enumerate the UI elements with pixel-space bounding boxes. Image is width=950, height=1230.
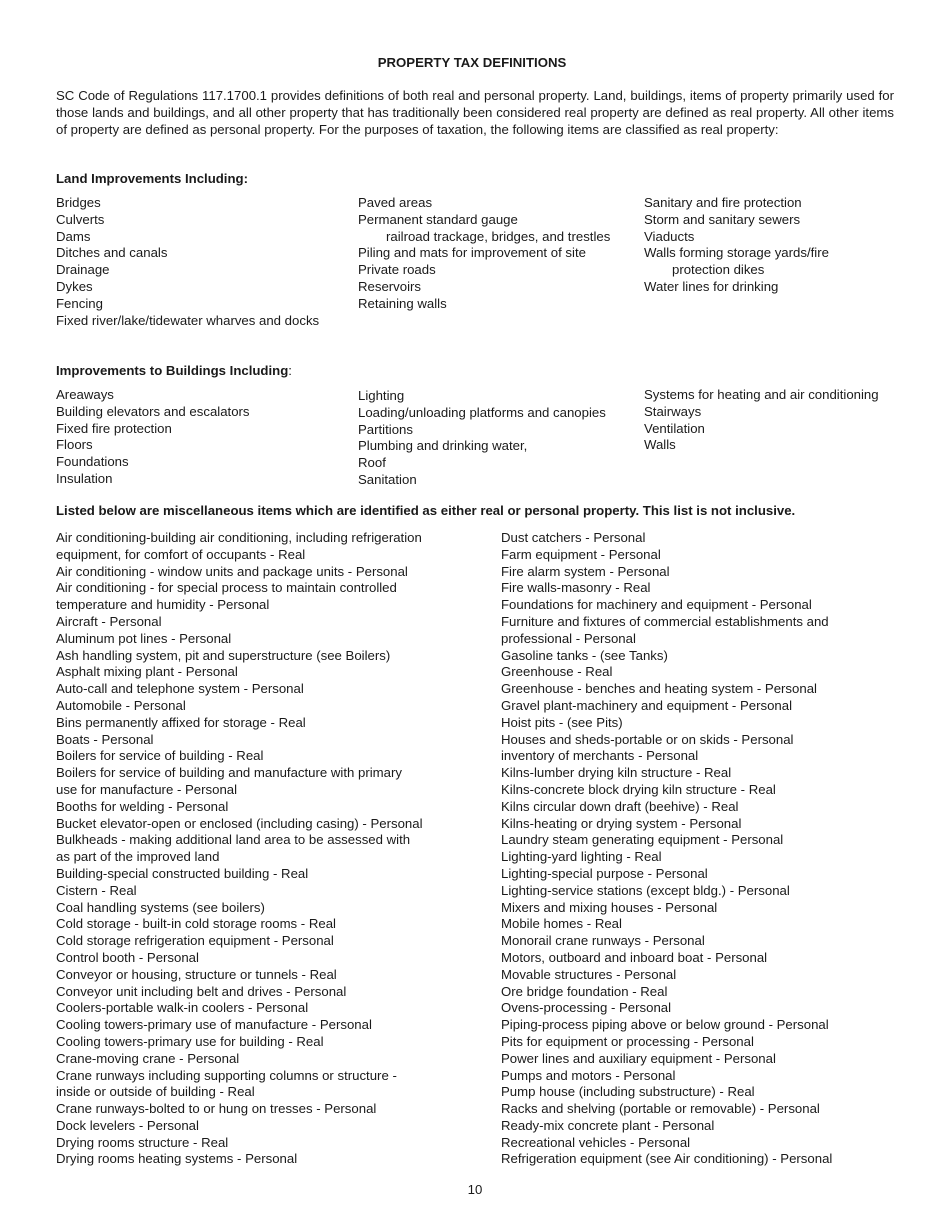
list-item: Sanitation [358, 471, 417, 487]
list-item: Crane runways-bolted to or hung on tresses - Personal [56, 1101, 377, 1117]
list-item: Retaining walls [358, 295, 447, 311]
list-item: Dams [56, 228, 91, 244]
list-item: Control booth - Personal [56, 949, 199, 965]
list-item: Partitions [358, 421, 413, 437]
list-item: Aircraft - Personal [56, 613, 162, 629]
buildings-col-3 [644, 387, 879, 454]
list-item: Drying rooms structure - Real [56, 1134, 229, 1150]
list-item: Roof [358, 455, 386, 471]
page-number: 10 [467, 1182, 483, 1197]
list-item: Drying rooms heating systems - Personal [56, 1151, 298, 1167]
list-item: Refrigeration equipment (see Air conditioning) - Personal [501, 1151, 833, 1167]
list-item: Crane-moving crane - Personal [56, 1050, 240, 1066]
list-item: Foundations [56, 454, 129, 470]
list-item: Bulkheads - making additional land area to be assessed with [56, 832, 411, 848]
list-item: Fixed fire protection [56, 420, 172, 436]
list-item: Ore bridge foundation - Real [501, 983, 668, 999]
list-item: Paved areas [358, 195, 433, 210]
list-item: Lighting [358, 388, 405, 403]
list-item: Monorail crane runways - Personal [501, 933, 705, 949]
list-item: Reservoirs [358, 278, 422, 294]
land-col-2 [358, 195, 610, 313]
list-item: Greenhouse - Real [501, 664, 613, 680]
list-item: Houses and sheds-portable or on skids - Personal [501, 731, 794, 747]
list-item: Dock levelers - Personal [56, 1117, 199, 1133]
list-item: Drainage [56, 262, 110, 278]
list-item: Storm and sanitary sewers [644, 211, 801, 227]
list-item: Hoist pits - (see Pits) [501, 714, 623, 730]
list-item: Areaways [56, 387, 114, 402]
list-item: Conveyor or housing, structure or tunnels - Real [56, 966, 337, 982]
list-item: Walls forming storage yards/fire [644, 245, 829, 261]
misc-list-right [501, 530, 832, 1168]
list-item: Viaducts [644, 228, 695, 244]
list-item: Pump house (including substructure) - Real [501, 1084, 755, 1100]
list-item: Piling and mats for improvement of site [358, 245, 586, 261]
buildings-heading [56, 363, 292, 380]
list-item: Power lines and auxiliary equipment - Personal [501, 1050, 776, 1066]
list-item: Systems for heating and air conditioning [644, 387, 879, 402]
list-item: Bins permanently affixed for storage - Real [56, 714, 306, 730]
list-item: Air conditioning - for special process to maintain controlled [56, 580, 397, 596]
list-item: Water lines for drinking [644, 278, 779, 294]
list-item: Mixers and mixing houses - Personal [501, 899, 718, 915]
list-item: temperature and humidity - Personal [56, 597, 270, 613]
list-item: Kilns-concrete block drying kiln structure - Real [501, 781, 776, 797]
list-item: Auto-call and telephone system - Personal [56, 681, 304, 697]
list-item: Dykes [56, 278, 93, 294]
list-item: Crane runways including supporting columns or structure - [56, 1067, 397, 1083]
list-item: Coolers-portable walk-in coolers - Personal [56, 1000, 309, 1016]
list-item: Building elevators and escalators [56, 403, 250, 419]
list-item: Plumbing and drinking water, [358, 438, 528, 454]
list-item: Motors, outboard and inboard boat - Personal [501, 949, 768, 965]
list-item: Pumps and motors - Personal [501, 1067, 676, 1083]
list-item: Movable structures - Personal [501, 966, 677, 982]
list-item: Private roads [358, 262, 436, 278]
list-item: inventory of merchants - Personal [501, 748, 699, 764]
list-item: equipment, for comfort of occupants - Real [56, 546, 306, 562]
buildings-col-1 [56, 387, 250, 488]
list-item: Bucket elevator-open or enclosed (including casing) - Personal [56, 815, 423, 831]
intro-paragraph: SC Code of Regulations 117.1700.1 provides definitions of both real and personal property. Land, buildings, items of property primarily used for those lands and buildings, and all other property that has traditionally been considered real property are defined as real property. All other items of property are defined as personal property. For the purposes of taxation, the following items are classified as real property: [56, 88, 894, 137]
list-item: Boilers for service of building and manufacture with primary [56, 765, 402, 781]
list-item: Bridges [56, 195, 101, 210]
list-item: professional - Personal [501, 630, 636, 646]
list-item: Ventilation [644, 420, 705, 436]
list-item: Fire walls-masonry - Real [501, 580, 651, 596]
list-item: Laundry steam generating equipment - Personal [501, 832, 784, 848]
list-item: Kilns-lumber drying kiln structure - Real [501, 765, 732, 781]
list-item: Dust catchers - Personal [501, 530, 646, 545]
buildings-heading-colon: : [288, 363, 292, 378]
page-title: PROPERTY TAX DEFINITIONS [377, 55, 567, 70]
list-item: Fencing [56, 295, 103, 311]
list-item: Ovens-processing - Personal [501, 1000, 672, 1016]
list-item: Greenhouse - benches and heating system - Personal [501, 681, 817, 697]
list-item: Air conditioning - window units and package units - Personal [56, 563, 408, 579]
land-col-3 [644, 195, 829, 296]
land-col-1 [56, 195, 319, 329]
list-item: Gasoline tanks - (see Tanks) [501, 647, 668, 663]
list-item: Ditches and canals [56, 245, 168, 261]
list-item: Cooling towers-primary use for building - Real [56, 1033, 324, 1049]
list-item: Floors [56, 437, 93, 453]
list-item: Lighting-yard lighting - Real [501, 849, 662, 865]
list-item: Booths for welding - Personal [56, 798, 229, 814]
list-item: Lighting-service stations (except bldg.) - Personal [501, 882, 790, 898]
misc-list-left [56, 530, 423, 1168]
list-item: Lighting-special purpose - Personal [501, 865, 708, 881]
list-item: Loading/unloading platforms and canopies [358, 404, 606, 420]
list-item: Boats - Personal [56, 731, 154, 747]
list-item: use for manufacture - Personal [56, 781, 238, 797]
land-improvements-heading: Land Improvements Including: [56, 171, 248, 186]
list-item: Building-special constructed building - Real [56, 865, 309, 881]
list-item: Recreational vehicles - Personal [501, 1134, 691, 1150]
misc-heading: Listed below are miscellaneous items which are identified as either real or personal property. This list is not inclusive. [56, 503, 796, 518]
list-item: Cold storage - built-in cold storage rooms - Real [56, 916, 336, 932]
list-item: Mobile homes - Real [501, 916, 622, 932]
list-item: Coal handling systems (see boilers) [56, 899, 265, 915]
list-item: Conveyor unit including belt and drives - Personal [56, 983, 347, 999]
list-item: inside or outside of building - Real [56, 1084, 255, 1100]
list-item: Piping-process piping above or below ground - Personal [501, 1017, 829, 1033]
list-item: Farm equipment - Personal [501, 546, 661, 562]
list-item: protection dikes [672, 262, 765, 278]
list-item: Automobile - Personal [56, 697, 186, 713]
list-item: Ready-mix concrete plant - Personal [501, 1117, 715, 1133]
list-item: as part of the improved land [56, 849, 220, 865]
list-item: Fire alarm system - Personal [501, 563, 670, 579]
buildings-col-2 [358, 388, 606, 489]
list-item: Insulation [56, 470, 113, 486]
list-item: Boilers for service of building - Real [56, 748, 264, 764]
list-item: Stairways [644, 403, 702, 419]
list-item: Pits for equipment or processing - Personal [501, 1033, 754, 1049]
list-item: Kilns circular down draft (beehive) - Real [501, 798, 739, 814]
list-item: Cold storage refrigeration equipment - Personal [56, 933, 334, 949]
list-item: Culverts [56, 211, 105, 227]
list-item: Aluminum pot lines - Personal [56, 630, 232, 646]
list-item: Foundations for machinery and equipment - Personal [501, 597, 812, 613]
list-item: Permanent standard gauge [358, 211, 518, 227]
list-item: Racks and shelving (portable or removable) - Personal [501, 1101, 820, 1117]
list-item: Air conditioning-building air conditioning, including refrigeration [56, 530, 422, 545]
list-item: Gravel plant-machinery and equipment - Personal [501, 697, 793, 713]
list-item: Asphalt mixing plant - Personal [56, 664, 238, 680]
list-item: Walls [644, 437, 676, 453]
list-item: Sanitary and fire protection [644, 195, 802, 210]
list-item: Fixed river/lake/tidewater wharves and docks [56, 312, 320, 328]
list-item: Ash handling system, pit and superstructure (see Boilers) [56, 647, 391, 663]
list-item: Cooling towers-primary use of manufacture - Personal [56, 1017, 372, 1033]
list-item: railroad trackage, bridges, and trestles [386, 228, 611, 244]
list-item: Furniture and fixtures of commercial establishments and [501, 613, 829, 629]
list-item: Kilns-heating or drying system - Personal [501, 815, 742, 831]
list-item: Cistern - Real [56, 882, 137, 898]
buildings-heading-text: Improvements to Buildings Including [56, 363, 289, 378]
